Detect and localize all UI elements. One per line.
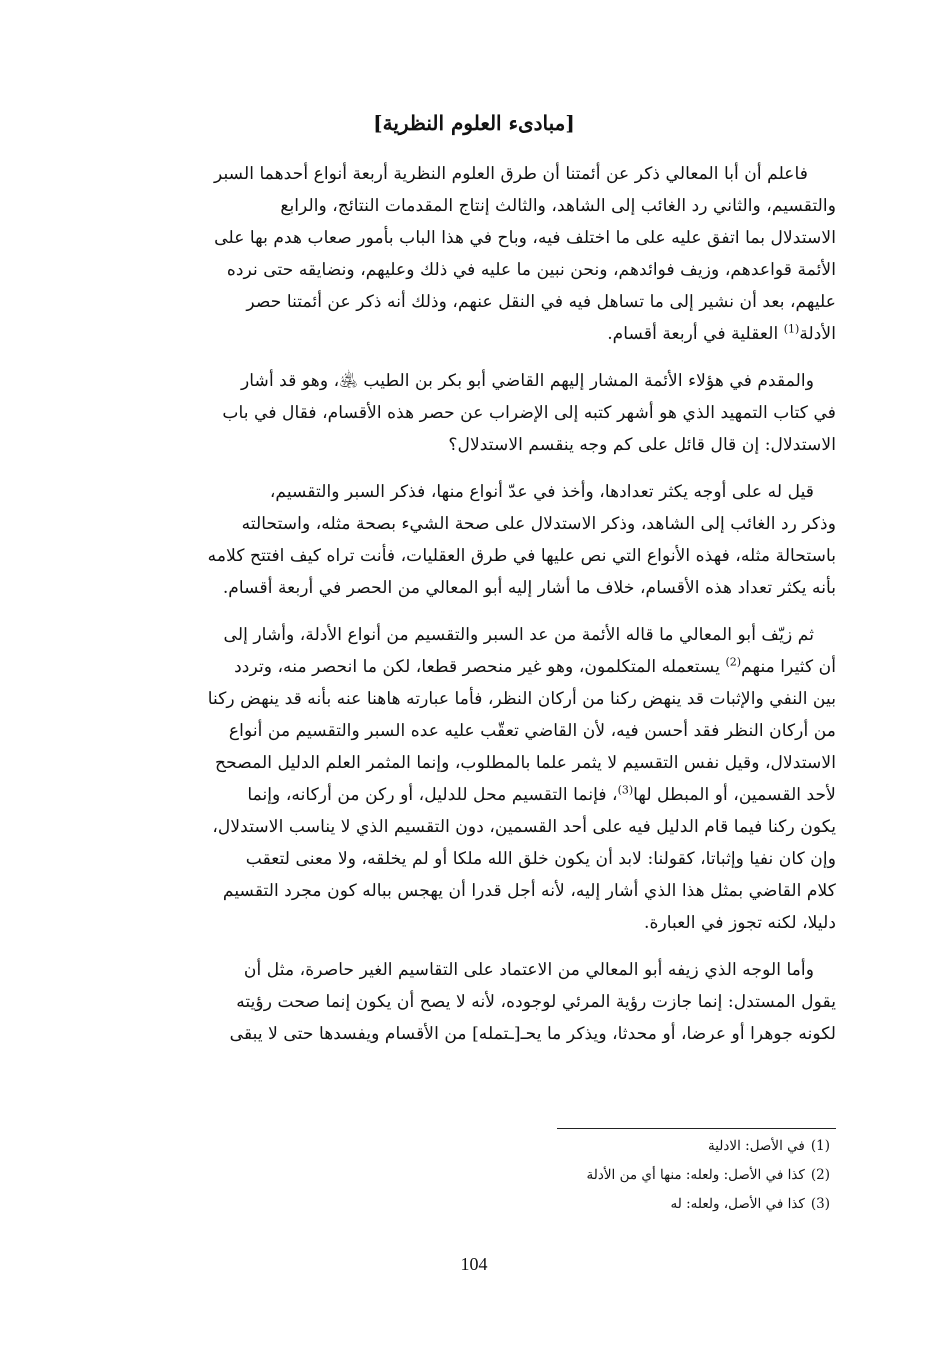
- footnote-number: (1): [810, 1138, 830, 1154]
- paragraph-5: [72, 954, 836, 1050]
- paragraph-4: [72, 619, 836, 939]
- paragraph-3-text: قيل له على أوجه يكثر تعدادها، وأخذ في عدّ أنواع منها، فذكر السبر والتقسيم، وذكر رد الغائب إلى الشاهد، وذكر الاستدلال على صحة الشيء بصحة مثله، واستحالته باستحالة مثله، فهذه الأنواع التي نص عليها في طرق العقليات، فأنت تراه كيف افتتح كلامه بأنه يكثر تعداد هذه الأقسام، خلاف ما أشار إليه أبو المعالي من الحصر في أربعة أقسام.: [207, 482, 836, 598]
- footnote-text: في الأصل: الادلية: [707, 1138, 805, 1154]
- paragraph-2: [72, 365, 836, 461]
- paragraph-5-text: وأما الوجه الذي زيفه أبو المعالي من الاعتماد على التقاسيم الغير حاصرة، مثل أن يقول المستدل: إنما جازت رؤية المرئي لوجوده، لأنه لا يصح أن يكون إنما صحت رؤيته لكونه جوهرا أو عرضا، أو محدثا، ويذكر ما يحـ[ـتمله] من الأقسام ويفسدها حتى لا يبقى: [229, 960, 836, 1044]
- paragraph-1: [72, 158, 836, 350]
- footnote-ref-1: (1): [783, 322, 800, 336]
- paragraph-3: [72, 476, 836, 604]
- footnote-3: [400, 1190, 830, 1219]
- footnote-divider: [557, 1128, 836, 1129]
- footnote-2: [400, 1161, 830, 1190]
- footnote-number: (3): [810, 1196, 830, 1212]
- footnote-ref-2: (2): [725, 655, 742, 669]
- paragraph-4-text-b: يستعمله المتكلمون، وهو غير منحصر قطعا، لكن ما انحصر منه، وتردد بين النفي والإثبات قد ينهض ركنا من أركان النظر، فأما عبارته هاهنا عنه بأنه قد ينهض ركنا من أركان النظر فقد أحسن فيه، لأن القاضي تعقّب عليه عده السبر والتقسيم من أنواع الاستدلال، وقيل نفس التقسيم لا يثمر علما بالمطلوب، وإنما المثمر العلم الدليل المصحح لأحد القسمين، أو المبطل لها: [207, 657, 836, 805]
- body-text: [72, 158, 836, 1065]
- paragraph-4-text-c: ، فإنما التقسيم محل للدليل، أو ركن من أركانه، وإنما يكون ركنا فيما قام الدليل فيه على أحد القسمين، دون التقسيم الذي لا يناسب الاستدلال، وإن كان نفيا وإثباتا، كقولنا: لابد أن يكون خلق الله ملكا أو لم يخلقه، ولا معنى لتعقب كلام القاضي بمثل هذا الذي أشار إليه، لأنه أجل قدرا أن يهجس بباله كون مجرد التقسيم دليلا، لكنه تجوز في العبارة.: [212, 785, 836, 933]
- paragraph-2-text: والمقدم في هؤلاء الأئمة المشار إليهم القاضي أبو بكر بن الطيب ﵁، وهو قد أشار في كتاب التمهيد الذي هو أشهر كتبه إلى الإضراب عن حصر هذه الأقسام، فقال في باب الاستدلال: إن قال قائل على كم وجه ينقسم الاستدلال؟: [222, 371, 836, 455]
- footnote-ref-3: (3): [617, 783, 634, 797]
- footnote-text: كذا في الأصل، ولعله: له: [670, 1196, 805, 1212]
- footnote-1: [400, 1132, 830, 1161]
- page-number: 104: [460, 1254, 488, 1274]
- section-heading: [مبادىء العلوم النظرية]: [373, 111, 575, 135]
- footnotes: [400, 1132, 830, 1219]
- footnote-text: كذا في الأصل: ولعله: منها أي من الأدلة: [586, 1167, 805, 1183]
- paragraph-1-text-b: العقلية في أربعة أقسام.: [607, 324, 784, 344]
- paragraph-4-text-a: ثم زيّف أبو المعالي ما قاله الأئمة من عد السبر والتقسيم من أنواع الأدلة، وأشار إلى أن كثيرا منهم: [223, 625, 836, 677]
- footnote-number: (2): [810, 1167, 830, 1183]
- paragraph-1-text-a: فاعلم أن أبا المعالي ذكر عن أئمتنا أن طرق العلوم النظرية أربعة أنواع أحدهما السبر والتقسيم، والثاني رد الغائب إلى الشاهد، والثالث إنتاج المقدمات النتائج، والرابع الاستدلال بما اتفق عليه على ما اختلف فيه، وباح في هذا الباب بأمور صعاب هدم بها على الأئمة قواعدهم، وزيف فوائدهم، ونحن نبين ما عليه في ذلك وعليهم، ونضايقه حتى نرده عليهم، بعد أن نشير إلى ما تساهل فيه في النقل عنهم، وذلك أنه ذكر عن أئمتنا حصر الأدلة: [213, 164, 836, 344]
